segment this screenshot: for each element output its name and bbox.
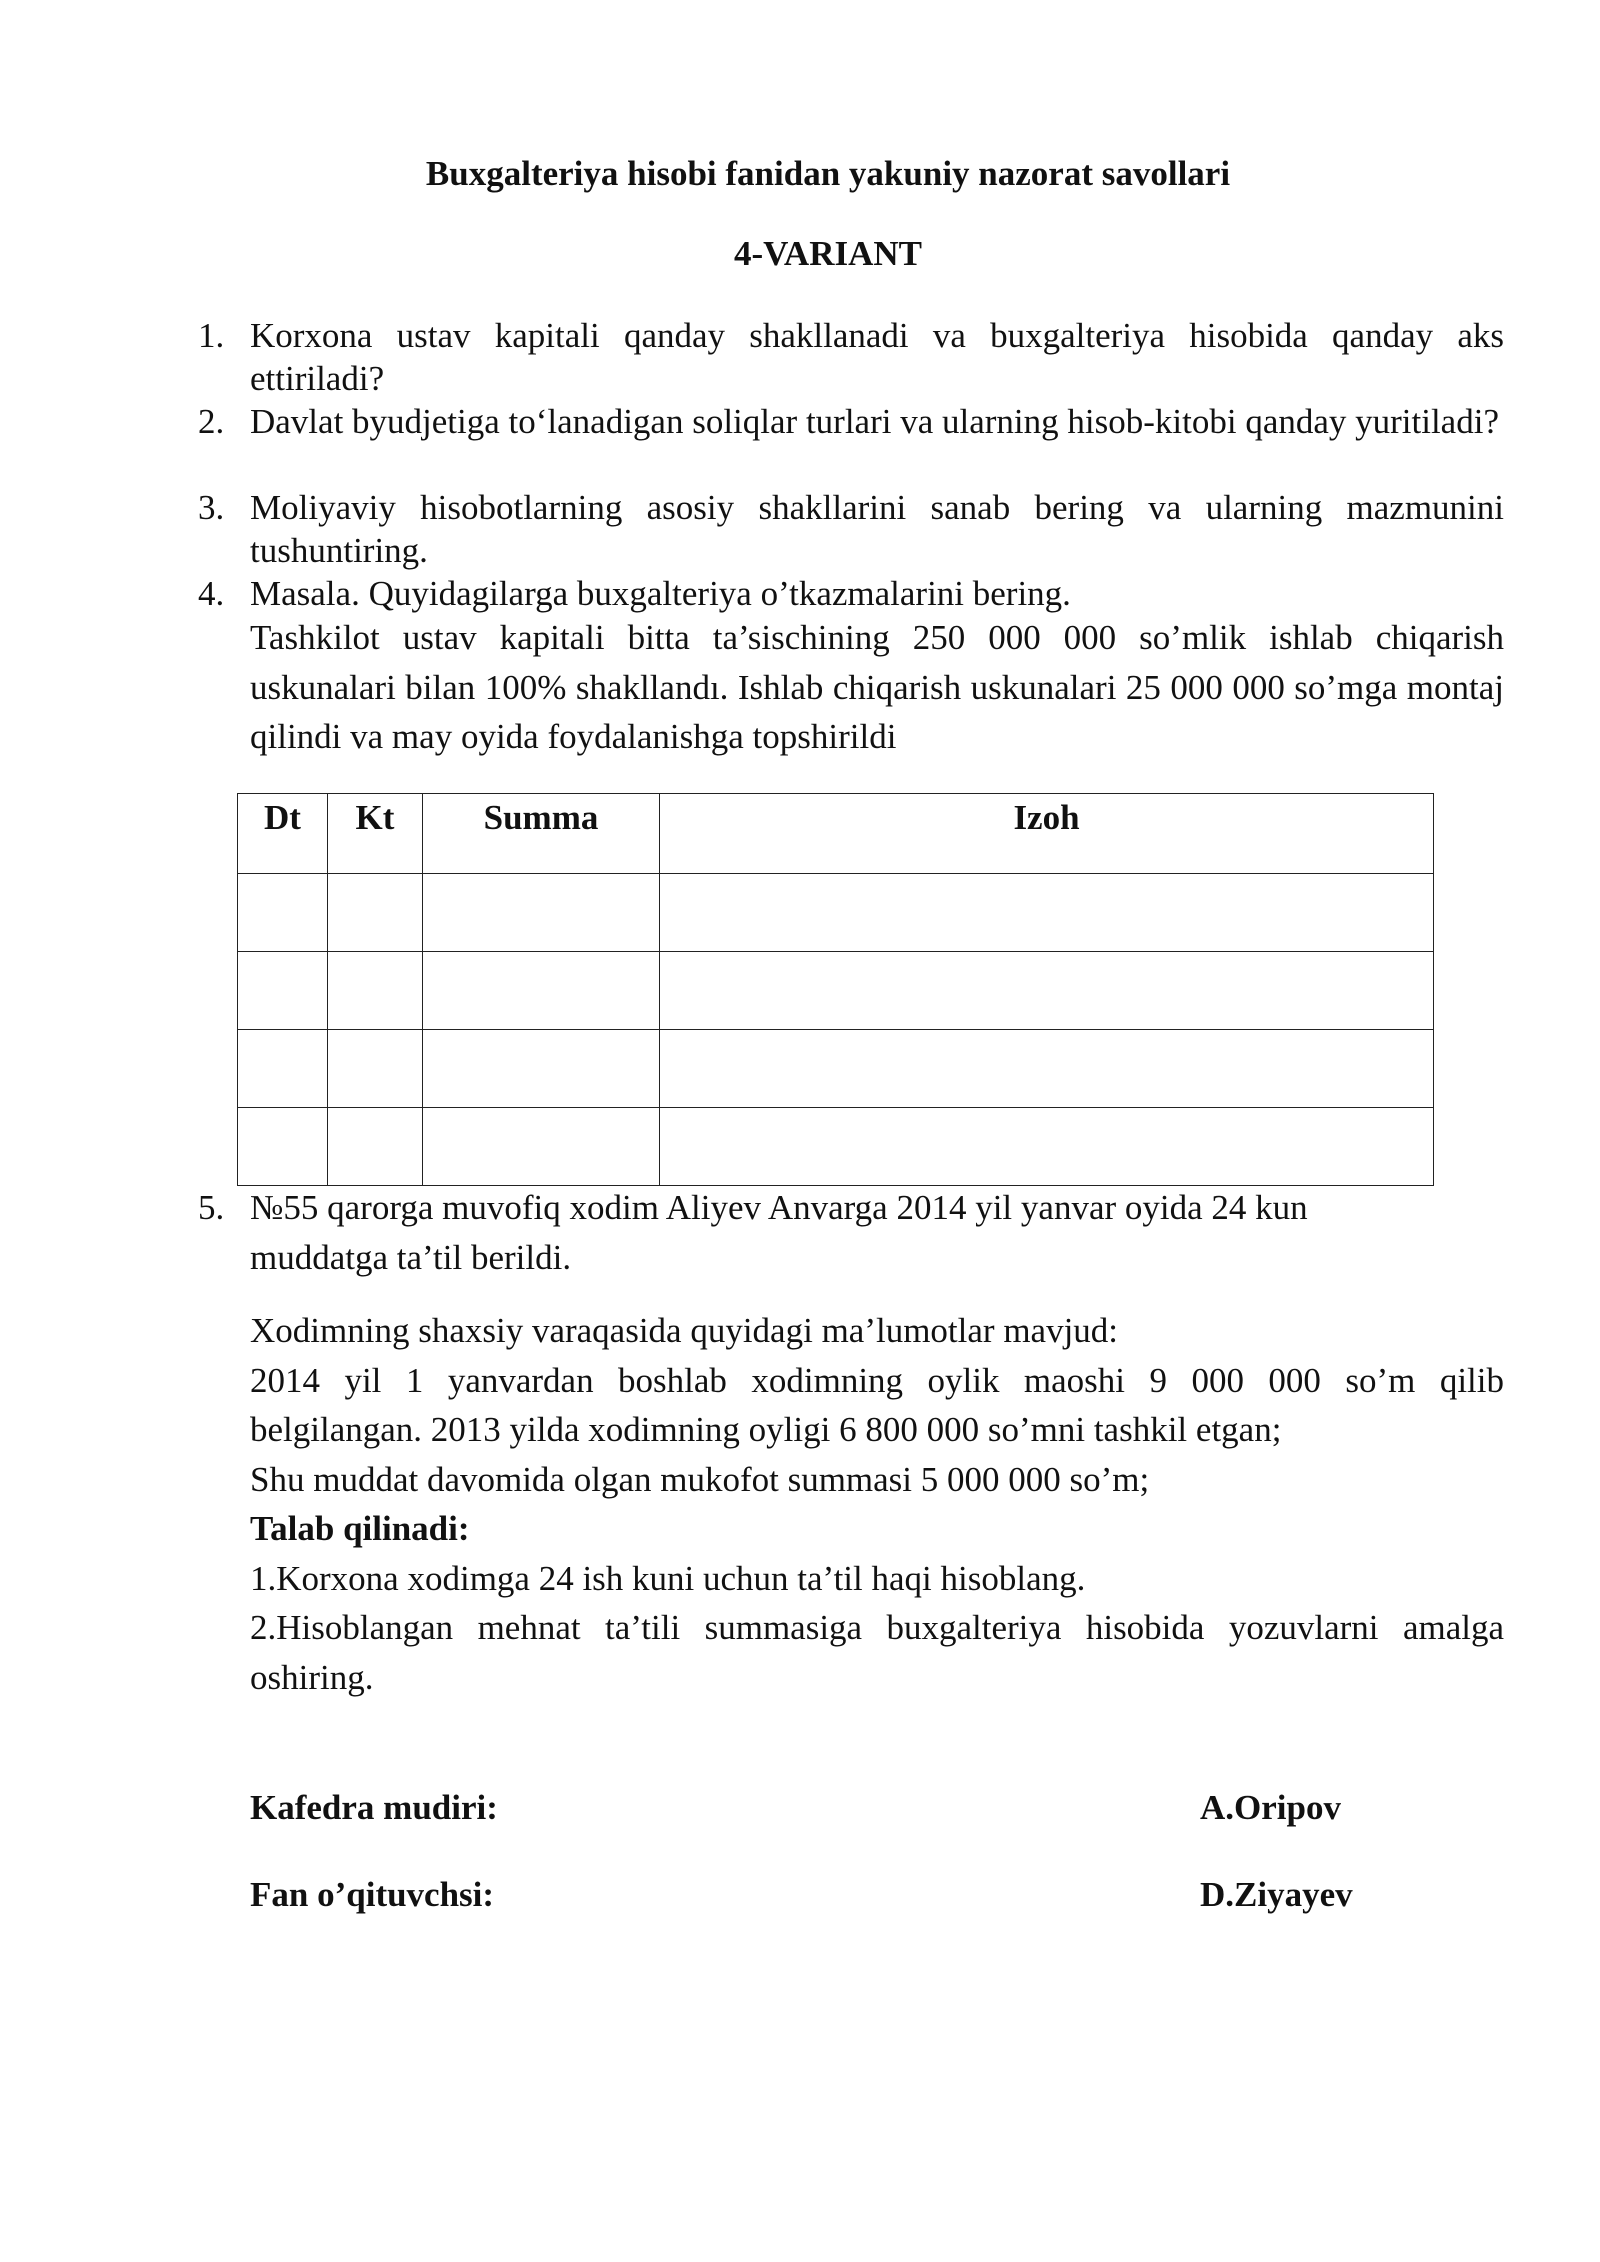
table-cell[interactable] [238,874,328,952]
task-item: 1.Korxona xodimga 24 ish kuni uchun ta’til haqi hisoblang. [250,1558,1086,1598]
table-cell[interactable] [328,952,423,1030]
table-cell[interactable] [660,1108,1434,1186]
table-cell[interactable] [660,952,1434,1030]
document-title: Buxgalteriya hisobi fanidan yakuniy nazorat savollari [425,154,1231,193]
required-label: Talab qilinadi: [250,1509,470,1548]
table-cell[interactable] [238,1030,328,1108]
signature-role: Kafedra mudiri: [250,1788,498,1827]
question-number: 3. [198,488,225,527]
problem-description: Tashkilot ustav kapitali bitta ta’sischining 250 000 000 so’mlik ishlab chiqarish uskunalari bilan 100% shakllandı. Ishlab chiqarish uskunalari 25 000 000 so’mga montaj qilindi va may oyida foydalanishga topshirildi [250,618,1504,756]
signature-role: Fan o’qituvchsi: [250,1875,495,1914]
table-cell[interactable] [423,1108,660,1186]
question-text: Korxona ustav kapitali qanday shakllanadi va buxgalteriya hisobida qanday aks ettiriladi? [250,316,1504,398]
signature-name: D.Ziyayev [1200,1875,1353,1914]
table-cell[interactable] [423,952,660,1030]
table-cell[interactable] [660,1030,1434,1108]
question-3 [198,486,1504,572]
column-header-izoh: Izoh [660,794,1434,874]
accounting-entries-table [237,793,1434,1186]
question-text: №55 qarorga muvofiq xodim Aliyev Anvarga 2014 yil yanvar oyida 24 kun muddatga ta’til berildi. [250,1188,1308,1277]
table-row [238,1108,1434,1186]
table-cell[interactable] [238,952,328,1030]
question-5 [198,1183,1504,1282]
question-1 [198,314,1504,400]
info-line: belgilangan. 2013 yilda xodimning oyligi 6 800 000 so’mni tashkil etgan; [250,1410,1282,1449]
table-cell[interactable] [660,874,1434,952]
question-text: Moliyaviy hisobotlarning asosiy shakllarini sanab bering va ularning mazmunini tushuntiring. [250,488,1504,570]
table-header-row [238,794,1434,874]
table-row [238,1030,1434,1108]
question-4 [198,572,1504,615]
info-intro: Xodimning shaxsiy varaqasida quyidagi ma’lumotlar mavjud: [250,1311,1119,1350]
table-cell[interactable] [328,874,423,952]
question-number: 1. [198,316,225,355]
question-number: 5. [198,1188,225,1227]
table-cell[interactable] [328,1030,423,1108]
info-line: Shu muddat davomida olgan mukofot summasi 5 000 000 so’m; [250,1459,1150,1499]
task-item: 2.Hisoblangan mehnat ta’tili summasiga buxgalteriya hisobida yozuvlarni amalga oshiring. [250,1608,1504,1697]
info-line: 2014 yil 1 yanvardan boshlab xodimning oylik maoshi 9 000 000 so’m qilib [250,1360,1504,1400]
employee-info [250,1306,1504,1702]
table-cell[interactable] [238,1108,328,1186]
table-cell[interactable] [328,1108,423,1186]
question-text: Masala. Quyidagilarga buxgalteriya o’tkazmalarini bering. [250,574,1071,613]
question-2 [198,400,1504,443]
question-text: Davlat byudjetiga to‘lanadigan soliqlar turlari va ularning hisob-kitobi qanday yuritiladi? [250,402,1499,441]
column-header-kt: Kt [328,794,423,874]
table-cell[interactable] [423,1030,660,1108]
column-header-dt: Dt [238,794,328,874]
question-number: 2. [198,402,225,441]
question-4-details [198,613,1504,762]
variant-heading: 4-VARIANT [734,234,922,273]
table-row [238,952,1434,1030]
column-header-summa: Summa [423,794,660,874]
question-number: 4. [198,574,225,613]
table-row [238,874,1434,952]
signature-name: A.Oripov [1200,1788,1341,1827]
table-cell[interactable] [423,874,660,952]
